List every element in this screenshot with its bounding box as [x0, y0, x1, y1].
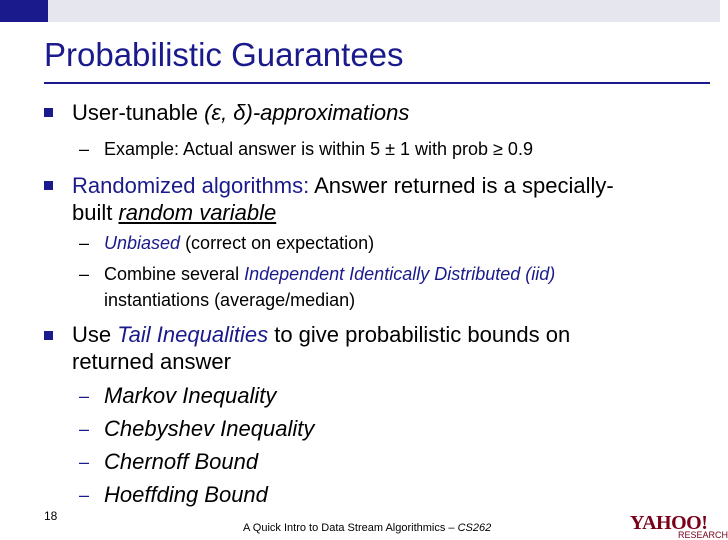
iid-term: Independent Identically Distributed (iid) [244, 264, 556, 284]
bullet1-prefix: User-tunable [72, 100, 205, 125]
bullet3-line1 [72, 322, 570, 348]
bullet3-line2: returned answer [72, 349, 231, 374]
bullet2-sub1 [104, 233, 374, 254]
dash-icon: – [79, 386, 90, 406]
unbiased-term: Unbiased [104, 233, 181, 253]
tail-inequalities-term: Tail Inequalities [117, 322, 269, 347]
bullet1-sub1: Example: Actual answer is within 5 ± 1 with prob ≥ 0.9 [104, 139, 533, 159]
bullet2-sub2 [104, 264, 555, 285]
bullet2-line2 [72, 200, 276, 226]
dash-icon: – [79, 452, 90, 472]
header-bar [48, 0, 720, 22]
bullet2-line1-rest: Answer returned is a specially- [309, 173, 614, 198]
footer-main: A Quick Intro to Data Stream Algorithmics – [243, 522, 458, 534]
dash-icon: – [79, 485, 90, 505]
corner-square [0, 0, 48, 22]
bullet3-line1-plain: Use [72, 322, 118, 347]
bullet-square-icon [44, 108, 53, 117]
bullet1-text [72, 100, 409, 126]
footer-course: CS262 [457, 522, 492, 534]
bullet-square-icon [44, 181, 53, 190]
hoeffding-item: Hoeffding Bound [104, 482, 268, 507]
randomized-algorithms-term: Randomized algorithms: [72, 173, 310, 198]
dash-icon: – [79, 419, 90, 439]
yahoo-research-logo [630, 512, 728, 540]
logo-wordmark: YAHOO! [630, 512, 708, 534]
page-title: Probabilistic Guarantees [44, 36, 404, 73]
bullet-square-icon [44, 331, 53, 340]
bullet2-line2-plain: built [72, 200, 119, 225]
approx-math: (ε, δ)-approximations [204, 100, 410, 125]
chernoff-item: Chernoff Bound [104, 449, 259, 474]
bullet2-sub2-line2: instantiations (average/median) [104, 290, 356, 310]
logo-subtitle: RESEARCH [678, 530, 728, 540]
dash-icon: – [79, 233, 90, 253]
chebyshev-item: Chebyshev Inequality [104, 416, 315, 441]
dash-icon: – [79, 139, 90, 159]
dash-icon: – [79, 264, 90, 284]
bullet2-line1 [72, 173, 614, 199]
slide-number: 18 [44, 509, 58, 523]
bullet2-sub2-plain: Combine several [104, 264, 245, 284]
markov-item: Markov Inequality [104, 383, 277, 408]
random-variable-term: random variable [118, 200, 277, 225]
bullet3-line1-rest: to give probabilistic bounds on [268, 322, 571, 347]
bullet2-sub1-rest: (correct on expectation) [180, 233, 375, 253]
title-divider [44, 82, 710, 84]
footer-text [243, 522, 491, 534]
